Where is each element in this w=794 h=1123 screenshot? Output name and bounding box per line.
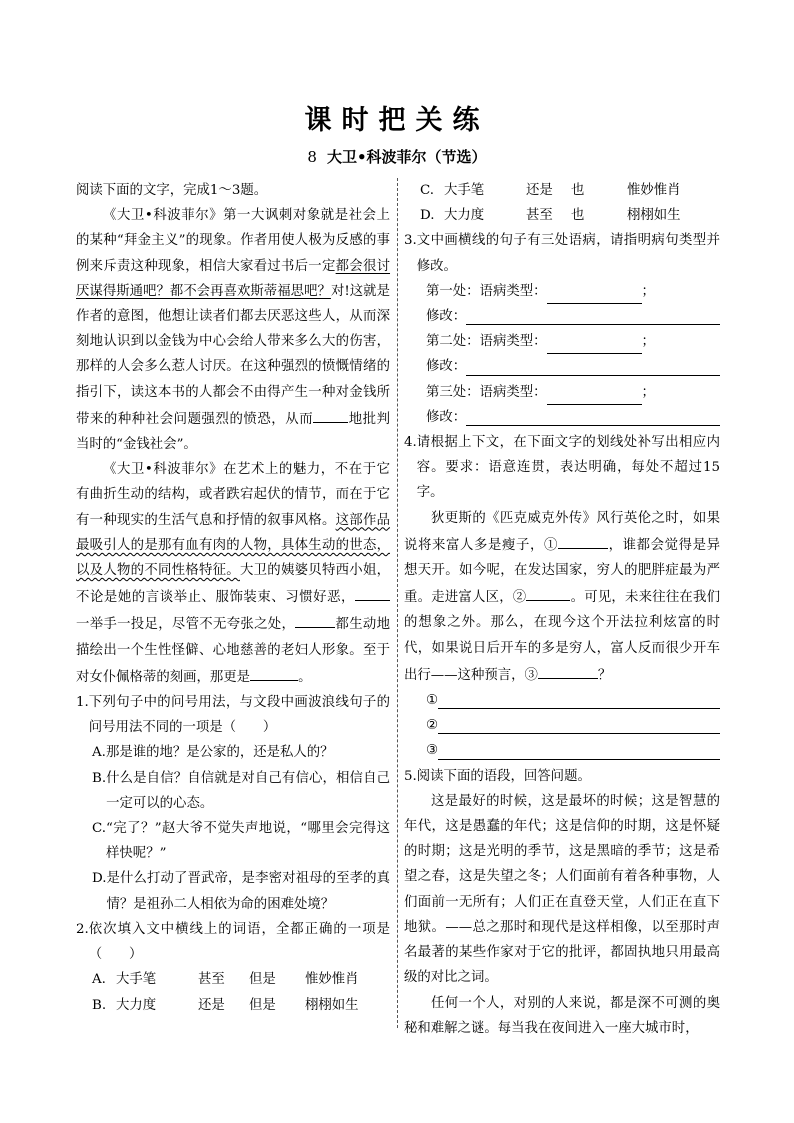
option-word: 惟妙惟肖	[627, 183, 681, 198]
right-column	[404, 178, 720, 1041]
fix-row-2	[426, 354, 720, 379]
error-type-input[interactable]	[547, 336, 642, 354]
option-c[interactable]	[420, 178, 720, 203]
option-label: C.	[420, 183, 435, 198]
question-5	[404, 764, 720, 789]
answer-blank[interactable]	[355, 583, 390, 601]
option-word: 惟妙惟肖	[305, 972, 359, 988]
punctuation: ；	[641, 334, 655, 350]
option-d[interactable]	[420, 203, 720, 228]
fix-input[interactable]	[466, 307, 720, 325]
page-title: 课时把关练	[304, 105, 490, 136]
passage-text: 《大卫•科波菲尔》第一大讽刺对象就是社会上的某种“拜金主义”的现象。作者用使人极为反感的事例来斥责这种现象，相信大家看过书后一定	[76, 208, 390, 274]
option-word: 也	[571, 183, 585, 198]
option-word: 大手笔	[444, 183, 485, 198]
option-word: 甚至	[198, 972, 225, 988]
option-a[interactable]	[92, 740, 390, 765]
error-type-row-3	[426, 380, 720, 405]
question-1	[76, 690, 390, 740]
lesson-number: 8	[307, 148, 317, 166]
option-word: 甚至	[526, 208, 553, 224]
option-word: 栩栩如生	[627, 208, 681, 224]
error-type-row-2	[426, 329, 720, 354]
passage-text: 一举手一投足，尽管不无夸张之处，	[76, 617, 296, 633]
question-stem: 阅读下面的语段，回答问题。	[416, 768, 591, 784]
underlined-sentence-1: 都会很讨厌谋得斯通吧？都不会再喜欢斯蒂福思吧？	[76, 258, 391, 299]
option-word: 还是	[526, 183, 553, 198]
error-type-input[interactable]	[547, 387, 642, 405]
answer-line-3	[426, 738, 720, 763]
question-stem: 下列句子中的问号用法，与文段中画波浪线句子的问号用法不同的一项是（ ）	[88, 695, 390, 736]
option-word: 大力度	[116, 997, 157, 1013]
option-label: B.	[92, 997, 107, 1013]
question-number: 2.	[76, 921, 89, 937]
option-a[interactable]	[92, 967, 390, 992]
option-text: 是什么打动了晋武帝，是李密对祖母的至孝的真情？是祖孙二人相依为命的困难处境？	[106, 871, 390, 912]
answer-blank[interactable]	[526, 583, 570, 601]
option-label: D.	[92, 871, 107, 887]
question-2	[76, 917, 390, 967]
option-word: 但是	[249, 997, 276, 1013]
fix-row-1	[426, 304, 720, 329]
option-word: 栩栩如生	[305, 997, 359, 1013]
fix-input[interactable]	[466, 408, 720, 426]
fix-label: 修改：	[426, 309, 467, 325]
option-text: “完了？”赵大爷不觉失声地说，“哪里会完得这样快呢？”	[106, 821, 390, 862]
passage-text: ，谁都会觉得是异想天开。如今呢，在发达国家，穷人的肥胖症最为严重。走进富人区，②	[404, 537, 720, 606]
question-4	[404, 430, 720, 506]
question-number: 4.	[404, 435, 417, 451]
fix-label: 修改：	[426, 409, 467, 425]
question-number: 5.	[404, 768, 417, 784]
option-word: 大手笔	[116, 972, 157, 988]
question-stem: 请根据上下文，在下面文字的划线处补写出相应内容。要求：语意连贯，表达明确，每处不超过15字。	[416, 435, 720, 501]
option-text: 什么是自信？自信就是对自己有信心，相信自己一定可以的心态。	[106, 770, 390, 811]
question-stem: 文中画横线的句子有三处语病，请指明病句类型并修改。	[416, 233, 720, 274]
passage-text: 《大卫•科波菲尔》在艺术上的魅力，不在于它有曲折生动的结构，或者跌宕起伏的情节，而在于它有一种现实的生活气息和抒情的叙事风格。	[76, 462, 390, 528]
option-text: 那是谁的地？是公家的，还是私人的？	[105, 745, 334, 761]
fix-row-3	[426, 405, 720, 430]
option-b[interactable]	[92, 766, 390, 816]
wavy-underlined-sentence: 这部作品最吸引人的是那有血有肉的人物，具体生动的世态，以及人物的不同性格特征。	[76, 512, 391, 579]
answer-input[interactable]	[438, 716, 720, 734]
error-type-label: 第三处：语病类型：	[426, 384, 547, 400]
error-type-label: 第一处：语病类型：	[426, 283, 547, 299]
q4-answer-lines	[426, 688, 720, 764]
fix-input[interactable]	[466, 358, 720, 376]
lesson-title: 大卫•科波菲尔（节选）	[326, 148, 487, 166]
option-label: A.	[92, 972, 106, 988]
left-column	[76, 178, 390, 1018]
column-divider	[397, 178, 398, 1028]
option-word: 也	[571, 208, 585, 224]
passage-text: 都生动地描绘出一个生性怪僻、心地慈善的老妇人形象。至于对女仆佩格蒂的刻画，那更是	[76, 617, 391, 685]
error-answer-block	[426, 279, 720, 430]
option-label: B.	[92, 770, 107, 786]
answer-marker: ②	[426, 718, 439, 734]
question-stem: 依次填入文中横线上的词语，全都正确的一项是（ ）	[88, 921, 390, 963]
passage-text: ？	[597, 667, 612, 683]
fix-label: 修改：	[426, 359, 467, 375]
answer-blank[interactable]	[313, 405, 348, 423]
option-b[interactable]	[92, 993, 390, 1018]
question-3	[404, 228, 720, 278]
passage-text: 对!这就是作者的意图，他想让读者们都去厌恶这些人，从而深刻地认识到以金钱为中心会给人带来多么大的伤害，那样的人会多么惹人讨厌。在这种强烈的愤慨情绪的指引下，读这本书的人都会不由得产生一种对金钱所带来的种种社会问题强烈的愤恐，从而	[76, 283, 390, 427]
passage-text: 狄更斯的《匹克威克外传》风行英伦之时，如果说将来富人多是瘦子，①	[404, 510, 720, 553]
answer-blank[interactable]	[558, 531, 608, 549]
option-label: D.	[420, 208, 435, 224]
answer-marker: ③	[426, 743, 439, 759]
error-type-row-1	[426, 279, 720, 304]
q4-passage	[404, 506, 720, 688]
q5-paragraph-1: 这是最好的时候，这是最坏的时候；这是智慧的年代，这是愚蠢的年代；这是信仰的时期，这是怀疑的时期；这是光明的季节，这是黑暗的季节；这是希望之春，这是失望之冬；人们面前有着各种事物，人们面前一无所有；人们正在直登天堂，人们正在直下地狱。——总之那时和现代是这样相像，以至那时声名最著的某些作家对于它的批评，都固执地只用最高级的对比之词。	[404, 793, 720, 986]
q5-paragraph-2: 任何一个人，对别的人来说，都是深不可测的奥秘和难解之谜。每当我在夜间进入一座大城市时，	[404, 995, 720, 1036]
answer-marker: ①	[426, 693, 439, 709]
passage-paragraph-1	[76, 203, 390, 457]
option-c[interactable]	[92, 816, 390, 866]
error-type-label: 第二处：语病类型：	[426, 334, 547, 350]
reading-instruction: 阅读下面的文字，完成1～3题。	[76, 183, 268, 198]
answer-line-2	[426, 713, 720, 738]
question-number: 1.	[76, 695, 89, 711]
lesson-heading	[0, 146, 794, 167]
punctuation: ；	[641, 283, 655, 299]
passage-paragraph-2	[76, 457, 390, 690]
punctuation: ；	[641, 384, 655, 400]
answer-input[interactable]	[438, 691, 720, 709]
answer-blank[interactable]	[295, 610, 335, 628]
passage-text: 。	[298, 669, 312, 685]
answer-blank[interactable]	[250, 663, 298, 681]
option-label: A.	[92, 745, 106, 761]
passage-text: 地批判当时的“金钱社会”。	[76, 411, 391, 453]
answer-blank[interactable]	[538, 661, 598, 679]
answer-line-1	[426, 688, 720, 713]
option-d[interactable]	[92, 866, 390, 916]
passage-text: 大卫的姨婆贝特西小姐，不论是她的言谈举止、服饰装束、习惯好恶，	[76, 563, 390, 606]
question-number: 3.	[404, 233, 417, 249]
answer-input[interactable]	[438, 742, 720, 760]
option-label: C.	[92, 821, 107, 837]
option-word: 大力度	[444, 208, 485, 224]
option-word: 但是	[249, 972, 276, 988]
passage-text: 。可见，未来往往在我们的想象之外。那么，在现今这个开法拉利炫富的时代，如果说日后开车的多是穷人，富人反而很少开车出行——这种预言，③	[404, 590, 721, 683]
error-type-input[interactable]	[547, 286, 642, 304]
option-word: 还是	[198, 997, 225, 1013]
